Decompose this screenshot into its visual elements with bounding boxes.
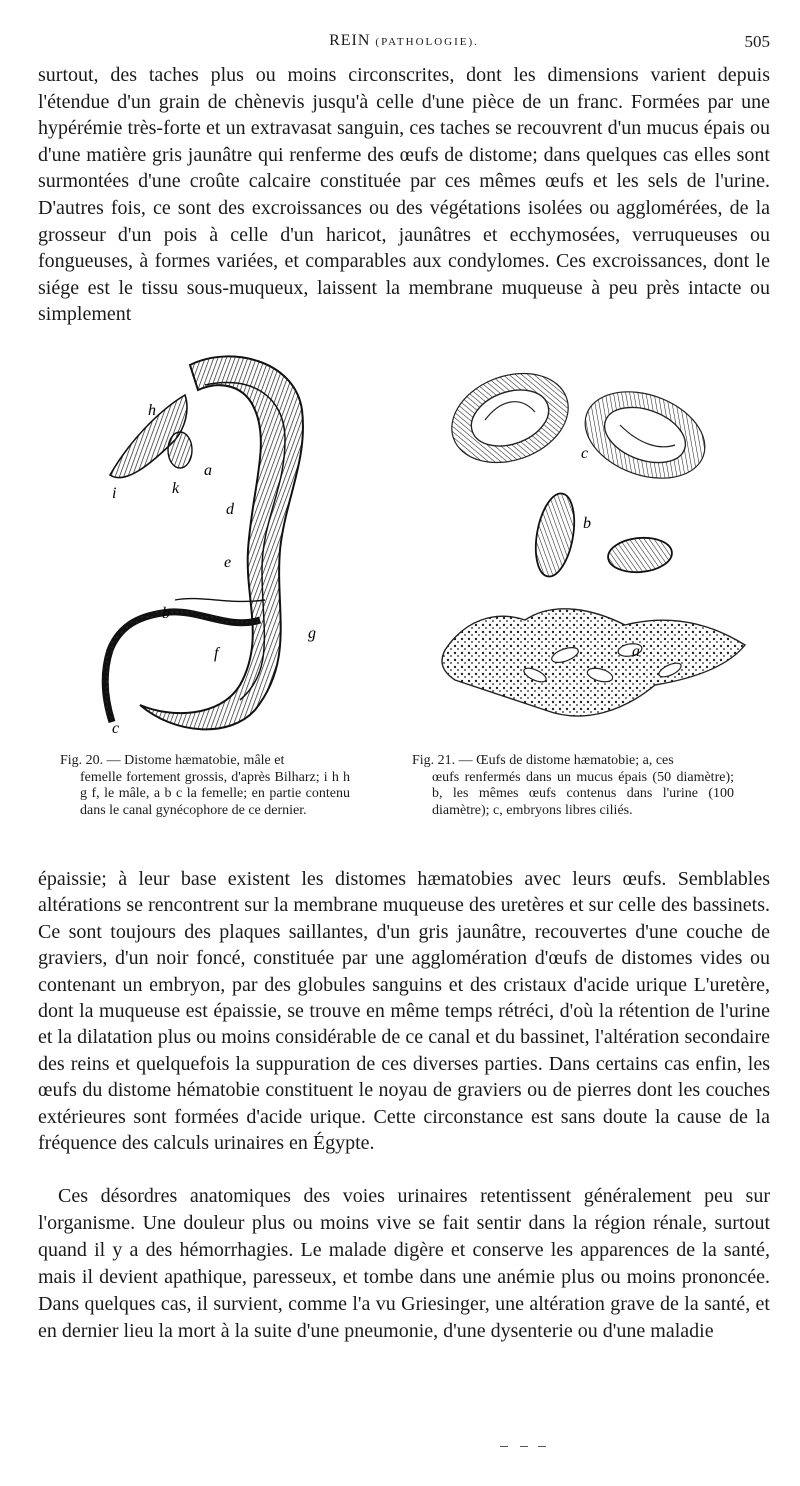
fig20-label-k: k — [172, 480, 180, 497]
fig21-label-c: c — [581, 445, 589, 462]
fig21-label-b: b — [583, 515, 591, 532]
fig21-label-a: a — [632, 643, 640, 660]
running-head-sub: (PATHOLOGIE). — [375, 36, 479, 48]
fig20-label-g: g — [308, 625, 316, 642]
fig20-label-d: d — [226, 501, 234, 518]
figure-21-caption — [412, 753, 734, 819]
footer-marks — [500, 1446, 580, 1450]
figure-20-caption — [60, 753, 350, 819]
fig20-label-a: a — [204, 462, 212, 479]
running-header — [38, 32, 770, 54]
figure-21-eggs-illustration — [425, 350, 763, 745]
figure-21-caption-first-line: Fig. 21. — Œufs de distome hæmatobie; a, ces — [412, 753, 674, 768]
paragraph-1: surtout, des taches plus ou moins circonscrites, dont les dimensions varient depuis l'étendue d'un grain de chènevis jusqu'à celle d'une pièce de un franc. Formées par une hypérémie très-forte et un extravasat sanguin, ces taches se recouvrent d'un mucus épais ou d'une matière gris jaunâtre qui renferme des œufs de distome; dans quelques cas elles sont surmontées d'une croûte calcaire constituée par ces mêmes œufs et les sels de l'urine. D'autres fois, ce sont des excroissances ou des végétations isolées ou agglomérées, de la grosseur d'un pois à celle d'un haricot, jaunâtres et ecchymosées, verruqueuses ou fongueuses, à formes variées, et comparables aux condylomes. Ces excroissances, dont le siége est le tissu sous-muqueux, laissent la membrane muqueuse à peu près intacte ou simplement — [38, 64, 770, 326]
footer-mark-3 — [538, 1446, 546, 1447]
running-head-title — [38, 32, 770, 50]
fig20-label-f: f — [214, 645, 219, 662]
figure-21-caption-rest: œufs renfermés dans un mucus épais (50 diamètre); b, les mêmes œufs contenus dans l'urine (100 diamètre); c, embryons libres ciliés. — [432, 769, 734, 818]
fig20-label-h: h — [148, 402, 156, 419]
fig20-label-i: i — [112, 485, 117, 502]
figure-20-distome-illustration — [80, 350, 342, 740]
fig20-label-b: b — [162, 605, 170, 622]
fig20-label-c: c — [112, 720, 120, 737]
fig20-label-e: e — [224, 554, 232, 571]
paragraph-3: Ces désordres anatomiques des voies urinaires retentissent généralement peu sur l'organisme. Une douleur plus ou moins vive se fait sentir dans la région rénale, surtout quand il y a des hémorrhagies. Le malade digère et conserve les apparences de la santé, mais il devient apathique, paresseux, et tombe dans une anémie plus ou moins prononcée. Dans quelques cas, il survient, comme l'a vu Griesinger, une altération grave de la santé, et en dernier lieu la mort à la suite d'une pneumonie, d'une dysenterie ou d'une maladie — [38, 1185, 770, 1342]
paragraph-2: épaissie; à leur base existent les distomes hæmatobies avec leurs œufs. Semblables altérations se rencontrent sur la membrane muqueuse des uretères et sur celle des bassinets. Ce sont toujours des plaques saillantes, d'un gris jaunâtre, recouvertes d'une couche de graviers, d'un noir foncé, constituée par une agglomération d'œufs de distomes vides ou contenant un embryon, par des globules sanguins et des cristaux d'acide urique L'uretère, dont la muqueuse est épaissie, se trouve en même temps rétréci, d'où la rétention de l'urine et la dilatation plus ou moins considérable de ce canal et du bassinet, l'altération secondaire des reins et quelquefois la suppuration de ces diverses parties. Dans certains cas enfin, les œufs du distome hématobie constituent le noyau de graviers ou de pierres dont les couches extérieures sont formées d'acide urique. Cette circonstance est sans doute la cause de la fréquence des calculs urinaires en Égypte. — [38, 868, 770, 1155]
footer-mark-2 — [520, 1446, 528, 1447]
page-number: 505 — [744, 32, 770, 51]
figure-20-caption-rest: femelle fortement grossis, d'après Bilharz; i h h g f, le mâle, a b c la femelle; en partie contenu dans le canal gynécophore de ce dernier. — [80, 769, 350, 818]
figure-20-caption-first-line: Fig. 20. — Distome hæmatobie, mâle et — [60, 753, 285, 768]
running-head-main: REIN — [329, 32, 371, 49]
footer-mark-1 — [500, 1446, 508, 1447]
